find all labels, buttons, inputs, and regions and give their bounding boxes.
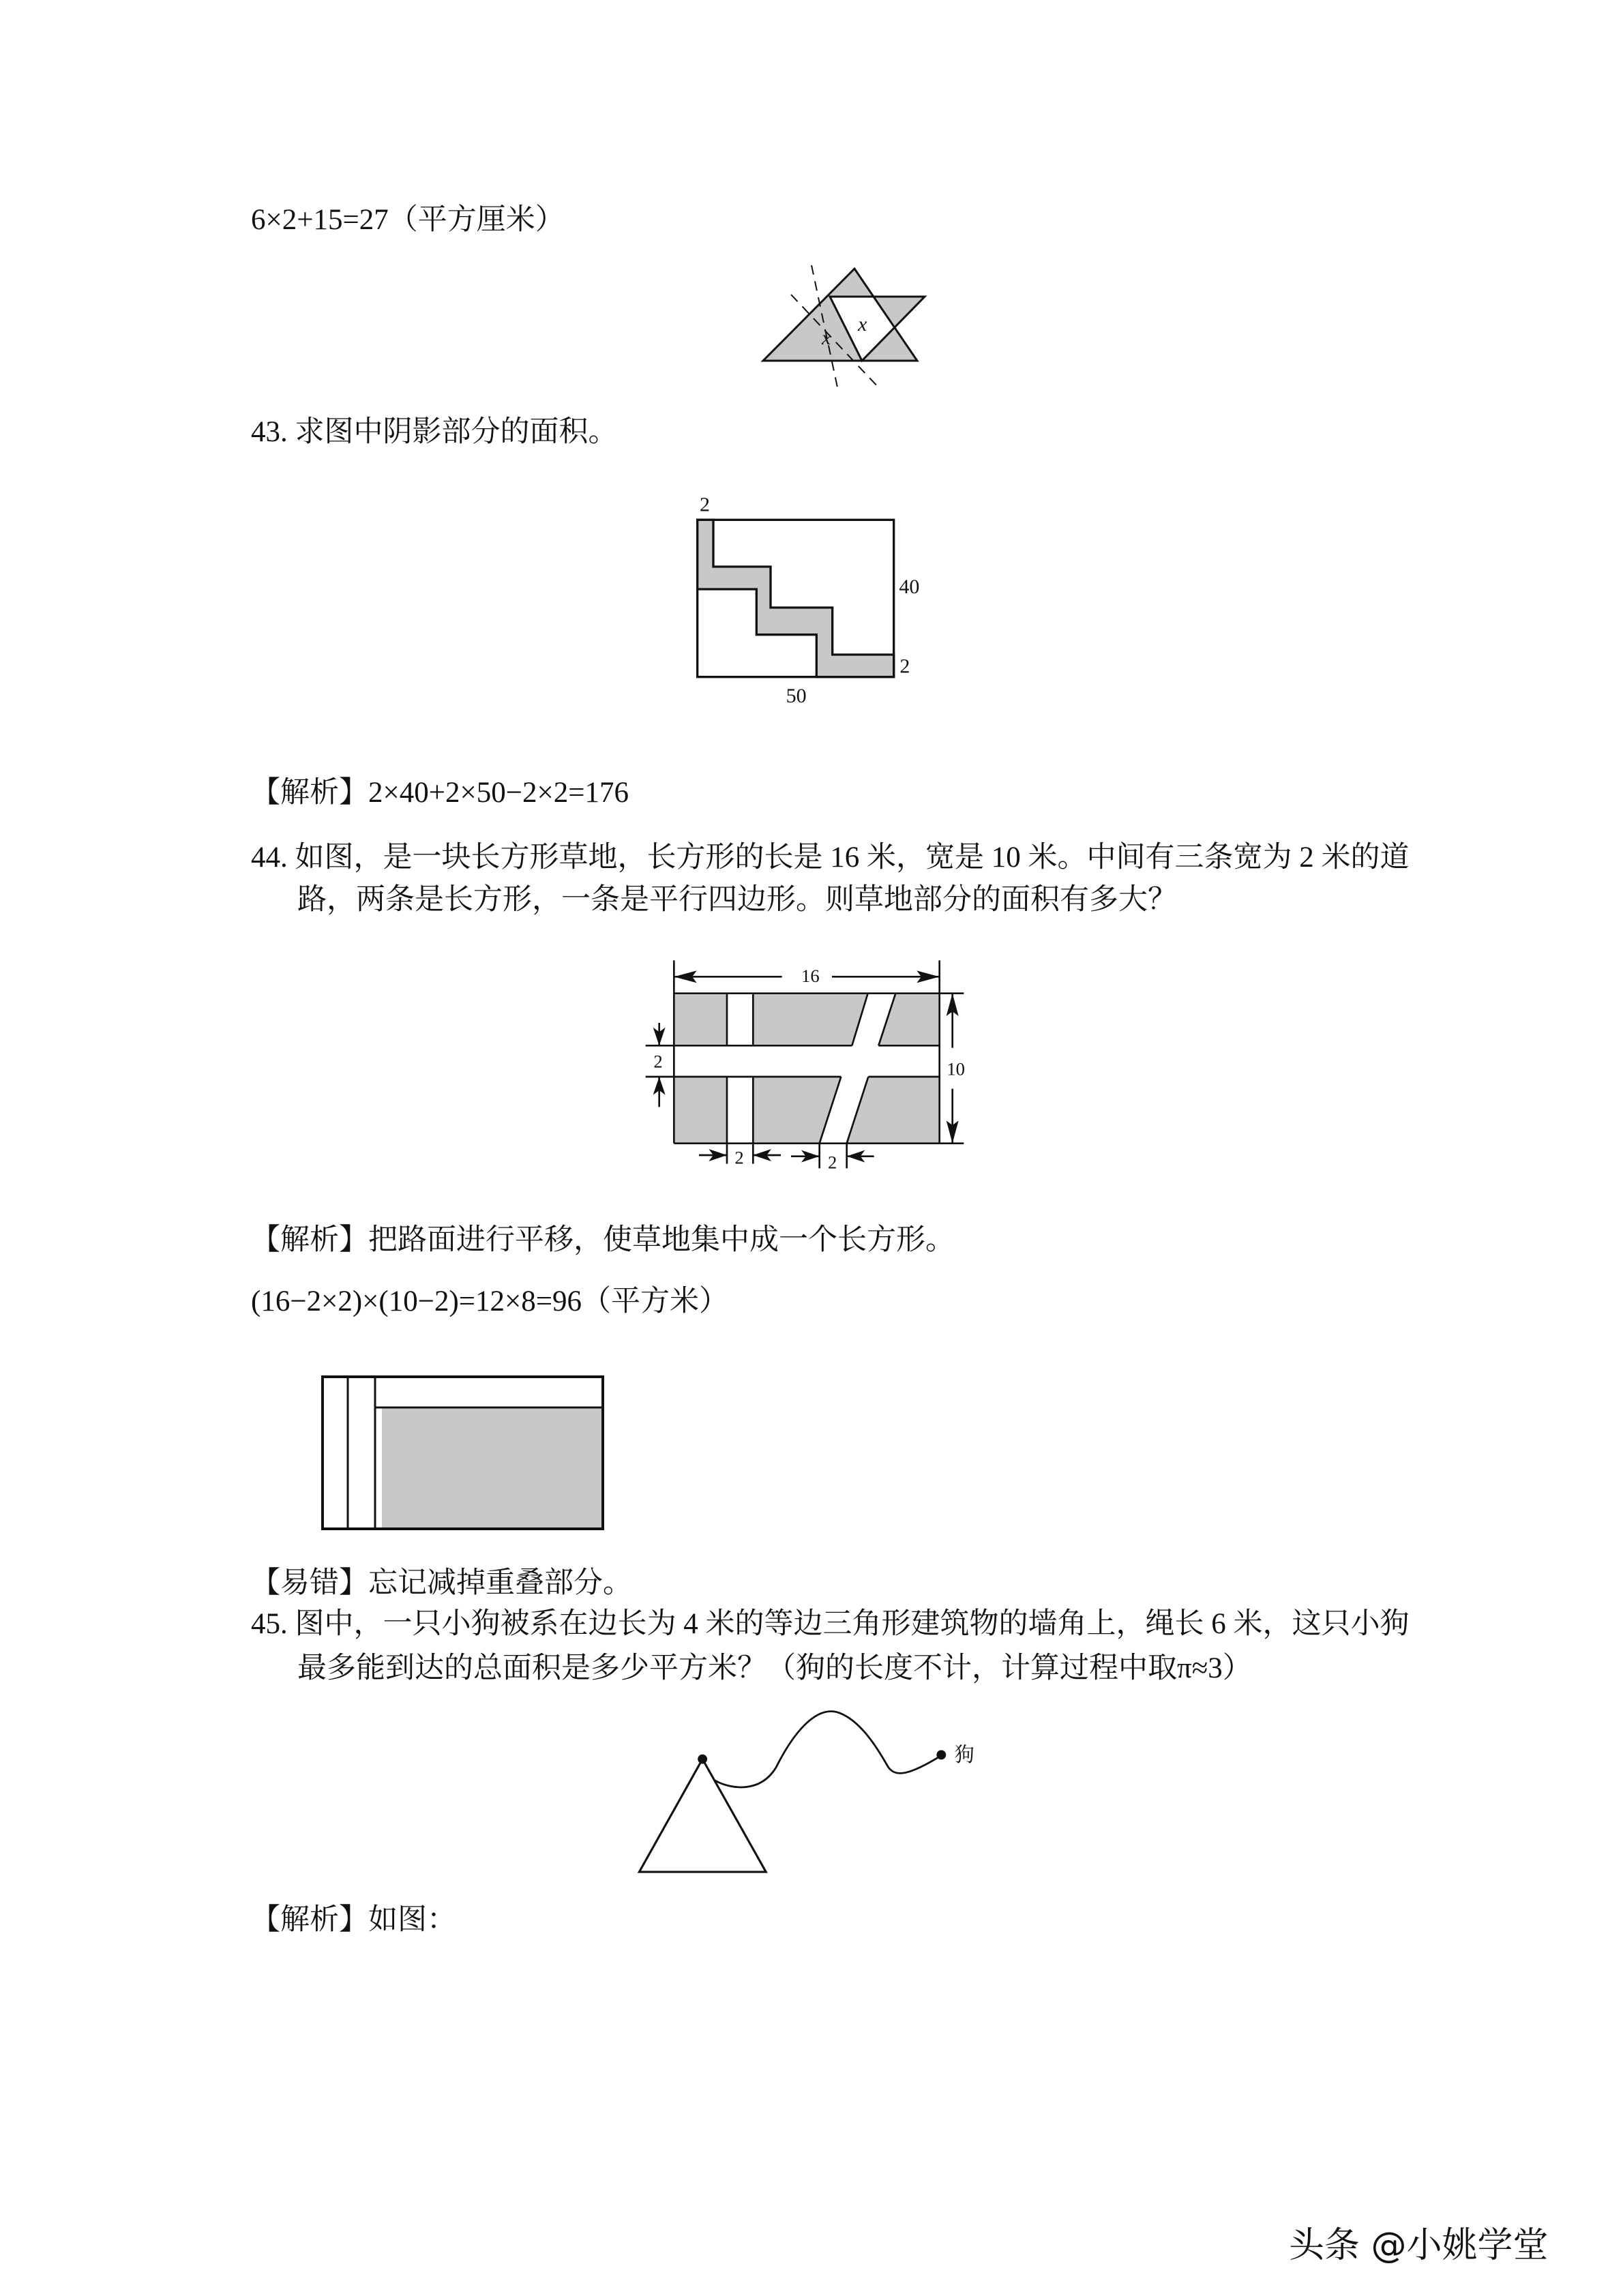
- previous-answer-formula: 6×2+15=27（平方厘米）: [251, 204, 565, 236]
- label-road-vertical: 2: [734, 1147, 744, 1168]
- shaded-triangles: [763, 269, 925, 361]
- question-44-line2: 路，两条是长方形，一条是平行四边形。则草地部分的面积有多大？: [297, 884, 1177, 916]
- rope: [715, 1712, 941, 1787]
- question-45-line1: 45. 图中，一只小狗被系在边长为 4 米的等边三角形建筑物的墙角上，绳长 6 米，这只小狗: [251, 1608, 1410, 1640]
- figure-merged-lawn: [321, 1374, 607, 1532]
- question-43: 43. 求图中阴影部分的面积。: [251, 416, 618, 448]
- lawn-piece: [674, 994, 727, 1046]
- question-45-line2: 最多能到达的总面积是多少平方米？（狗的长度不计，计算过程中取π≈3）: [297, 1652, 1252, 1684]
- figure-staircase: [682, 491, 955, 709]
- label-length: 16: [801, 966, 820, 986]
- dog-point: [936, 1750, 946, 1760]
- common-mistake-44: 【易错】忘记减掉重叠部分。: [251, 1567, 632, 1599]
- figure-dog-triangle: [627, 1691, 996, 1896]
- solution-44: 【解析】把路面进行平移，使草地集中成一个长方形。: [251, 1224, 955, 1256]
- outer-rectangle: [698, 520, 894, 676]
- dog-label: 狗: [954, 1744, 974, 1767]
- label-top-width: 2: [700, 493, 710, 516]
- solution-45: 【解析】如图：: [251, 1904, 456, 1936]
- label-road-slanted: 2: [828, 1152, 837, 1173]
- label-width: 10: [947, 1058, 965, 1079]
- solution-43: 【解析】2×40+2×50−2×2=176: [251, 777, 629, 809]
- label-height: 40: [899, 576, 920, 598]
- lawn-piece: [753, 1077, 841, 1144]
- lawn-piece: [847, 1077, 940, 1144]
- figure-lawn-roads: [641, 955, 996, 1187]
- question-44-line1: 44. 如图，是一块长方形草地，长方形的长是 16 米，宽是 10 米。中间有三条宽为 2 米的道: [251, 841, 1410, 874]
- label-road-horizontal: 2: [653, 1051, 663, 1072]
- figure-overlapping-triangles: [0, 0, 1623, 477]
- lawn-piece: [674, 1077, 727, 1144]
- lawn-piece: [753, 994, 867, 1046]
- tie-point: [698, 1755, 707, 1764]
- label-length: 50: [786, 685, 807, 707]
- solution-44-formula: (16−2×2)×(10−2)=12×8=96（平方米）: [251, 1285, 729, 1317]
- watermark: 头条 @小姚学堂: [1289, 2225, 1549, 2266]
- label-band-width: 2: [899, 655, 910, 678]
- label-x: x: [822, 327, 831, 349]
- triangle-building: [639, 1759, 766, 1872]
- label-x: x: [858, 313, 867, 336]
